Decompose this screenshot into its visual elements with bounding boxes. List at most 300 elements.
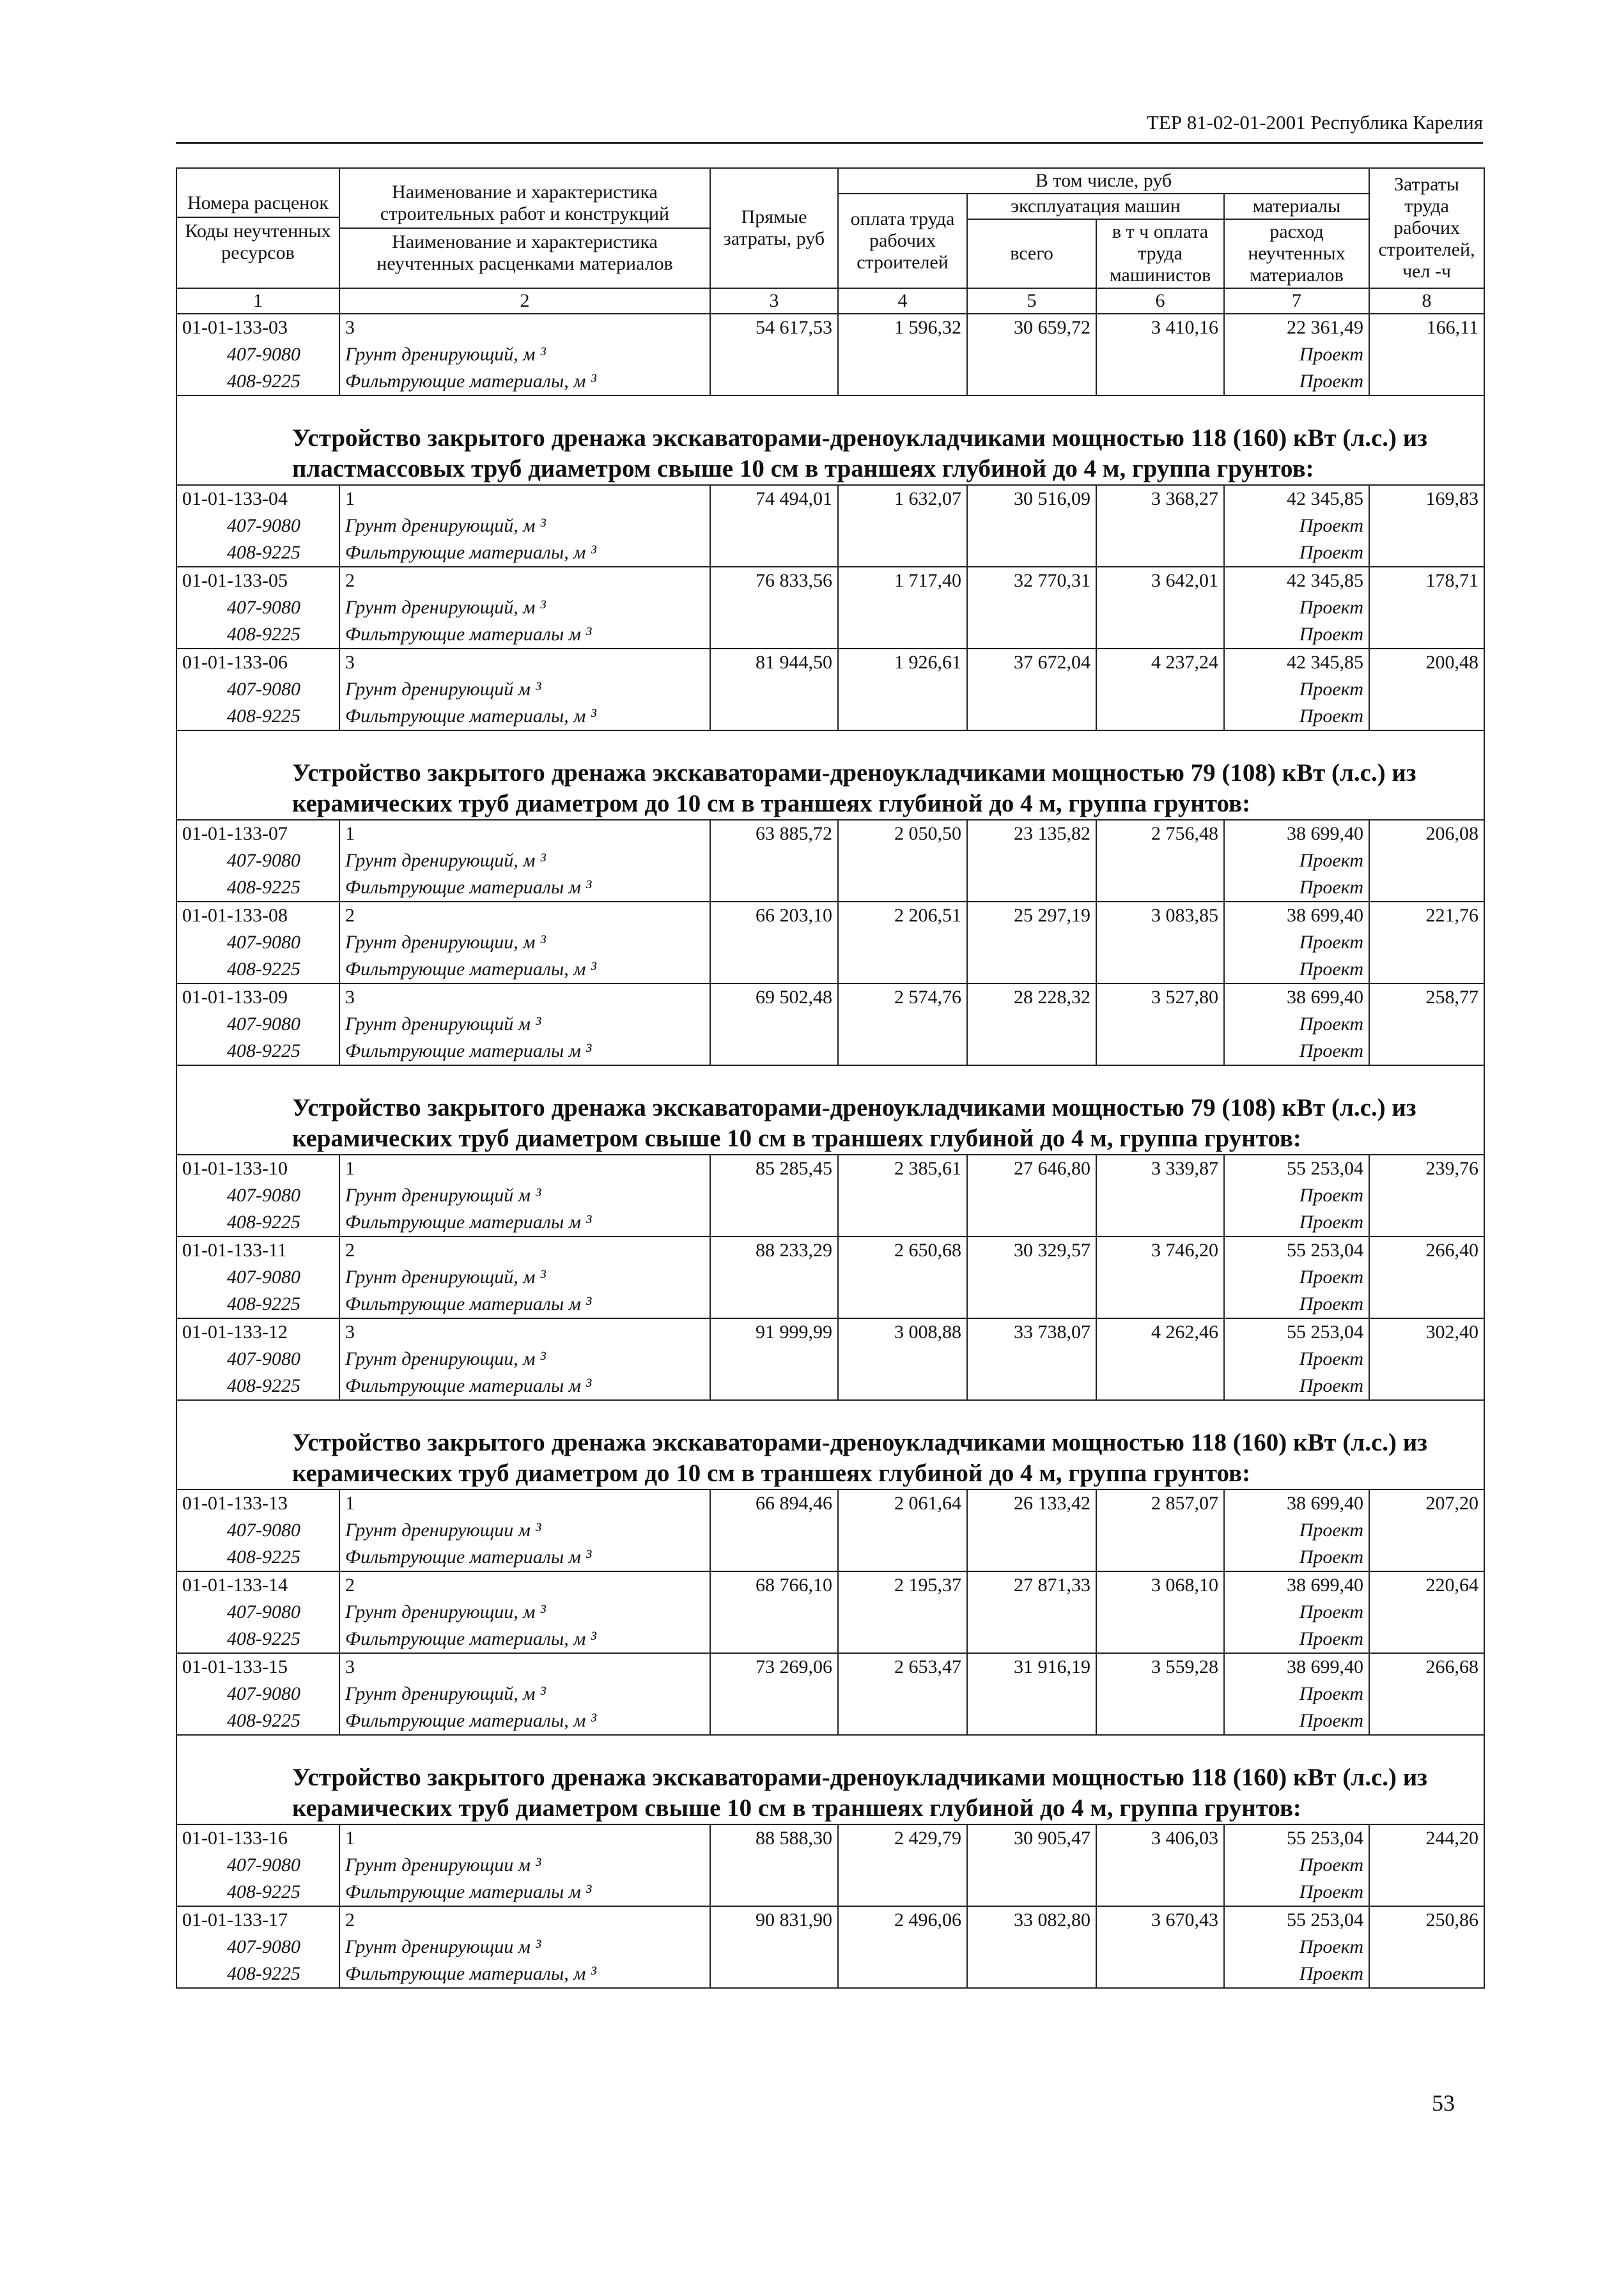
machines-total: 26 133,42 bbox=[967, 1490, 1096, 1517]
header-direct-costs: Прямые затраты, руб bbox=[710, 168, 838, 288]
material-name: Грунт дренирующий м ³ bbox=[339, 676, 710, 703]
workers-wages: 1 632,07 bbox=[838, 485, 967, 512]
resource-code: 407-9080 bbox=[176, 1264, 339, 1291]
rate-code: 01-01-133-04 bbox=[176, 485, 339, 512]
empty-cell bbox=[838, 1264, 967, 1291]
rate-code: 01-01-133-06 bbox=[176, 649, 339, 676]
empty-cell bbox=[1369, 1961, 1484, 1988]
empty-cell bbox=[710, 1707, 838, 1735]
material-quantity: Проект bbox=[1224, 1182, 1369, 1209]
table-row bbox=[176, 1571, 1484, 1599]
materials-cost: 38 699,40 bbox=[1224, 820, 1369, 847]
resource-code: 408-9225 bbox=[176, 1373, 339, 1400]
header-text: Коды неучтенных ресурсов bbox=[185, 220, 331, 263]
material-quantity: Проект bbox=[1224, 1707, 1369, 1735]
labor-costs: 169,83 bbox=[1369, 485, 1484, 512]
empty-cell bbox=[1096, 1934, 1224, 1961]
empty-cell bbox=[838, 1373, 967, 1400]
empty-cell bbox=[710, 341, 838, 368]
material-quantity: Проект bbox=[1224, 874, 1369, 902]
material-row bbox=[176, 929, 1484, 956]
empty-cell bbox=[967, 1879, 1096, 1906]
empty-cell bbox=[967, 1626, 1096, 1653]
empty-cell bbox=[967, 1517, 1096, 1544]
direct-costs: 88 233,29 bbox=[710, 1237, 838, 1264]
empty-cell bbox=[838, 1346, 967, 1373]
empty-cell bbox=[967, 341, 1096, 368]
empty-cell bbox=[1096, 341, 1224, 368]
resource-code: 407-9080 bbox=[176, 847, 339, 874]
drivers-wages: 4 262,46 bbox=[1096, 1318, 1224, 1346]
empty-cell bbox=[710, 1599, 838, 1626]
empty-cell bbox=[710, 594, 838, 621]
section-title: Устройство закрытого дренажа экскаваторами-дреноукладчиками мощностью 79 (108) кВт (л.с.) из керамических труб диаметром до 10 см в траншеях глубиной до 4 м, группа грунтов: bbox=[176, 730, 1484, 820]
section-title: Устройство закрытого дренажа экскаваторами-дреноукладчиками мощностью 118 (160) кВт (л.с.) из керамических труб диаметром до 10 см в траншеях глубиной до 4 м, группа грунтов: bbox=[176, 1400, 1484, 1490]
soil-group: 2 bbox=[339, 902, 710, 929]
table-row bbox=[176, 820, 1484, 847]
machines-total: 28 228,32 bbox=[967, 983, 1096, 1011]
empty-cell bbox=[1096, 1517, 1224, 1544]
material-name: Фильтрующие материалы, м ³ bbox=[339, 703, 710, 730]
section-title: Устройство закрытого дренажа экскаваторами-дреноукладчиками мощностью 79 (108) кВт (л.с.) из керамических труб диаметром свыше 10 см в траншеях глубиной до 4 м, группа грунтов: bbox=[176, 1065, 1484, 1155]
empty-cell bbox=[838, 539, 967, 567]
resource-code: 407-9080 bbox=[176, 1852, 339, 1879]
materials-cost: 38 699,40 bbox=[1224, 902, 1369, 929]
empty-cell bbox=[1096, 1182, 1224, 1209]
material-row bbox=[176, 1346, 1484, 1373]
empty-cell bbox=[1096, 1852, 1224, 1879]
material-quantity: Проект bbox=[1224, 512, 1369, 539]
material-row bbox=[176, 1961, 1484, 1988]
empty-cell bbox=[710, 703, 838, 730]
empty-cell bbox=[838, 929, 967, 956]
resource-code: 408-9225 bbox=[176, 1879, 339, 1906]
material-row bbox=[176, 703, 1484, 730]
drivers-wages: 3 406,03 bbox=[1096, 1824, 1224, 1852]
empty-cell bbox=[838, 1038, 967, 1065]
empty-cell bbox=[1369, 1264, 1484, 1291]
empty-cell bbox=[967, 1544, 1096, 1571]
material-quantity: Проект bbox=[1224, 1544, 1369, 1571]
rate-code: 01-01-133-12 bbox=[176, 1318, 339, 1346]
column-number: 3 bbox=[710, 288, 838, 314]
empty-cell bbox=[710, 1011, 838, 1038]
empty-cell bbox=[1369, 621, 1484, 649]
empty-cell bbox=[1369, 1182, 1484, 1209]
rate-code: 01-01-133-10 bbox=[176, 1155, 339, 1182]
rate-code: 01-01-133-17 bbox=[176, 1906, 339, 1934]
rate-code: 01-01-133-05 bbox=[176, 567, 339, 594]
labor-costs: 220,64 bbox=[1369, 1571, 1484, 1599]
machines-total: 23 135,82 bbox=[967, 820, 1096, 847]
materials-cost: 42 345,85 bbox=[1224, 485, 1369, 512]
material-quantity: Проект bbox=[1224, 1961, 1369, 1988]
resource-code: 407-9080 bbox=[176, 1599, 339, 1626]
material-name: Фильтрующие материалы, м ³ bbox=[339, 1961, 710, 1988]
empty-cell bbox=[1096, 1544, 1224, 1571]
empty-cell bbox=[1369, 874, 1484, 902]
materials-cost: 38 699,40 bbox=[1224, 1653, 1369, 1681]
empty-cell bbox=[1369, 1934, 1484, 1961]
workers-wages: 2 385,61 bbox=[838, 1155, 967, 1182]
empty-cell bbox=[1096, 874, 1224, 902]
material-quantity: Проект bbox=[1224, 1373, 1369, 1400]
labor-costs: 244,20 bbox=[1369, 1824, 1484, 1852]
table-row bbox=[176, 902, 1484, 929]
machines-total: 33 738,07 bbox=[967, 1318, 1096, 1346]
empty-cell bbox=[967, 368, 1096, 396]
drivers-wages: 3 339,87 bbox=[1096, 1155, 1224, 1182]
materials-cost: 55 253,04 bbox=[1224, 1237, 1369, 1264]
labor-costs: 178,71 bbox=[1369, 567, 1484, 594]
empty-cell bbox=[1369, 1707, 1484, 1735]
empty-cell bbox=[710, 1038, 838, 1065]
empty-cell bbox=[1096, 1011, 1224, 1038]
empty-cell bbox=[967, 676, 1096, 703]
materials-cost: 55 253,04 bbox=[1224, 1155, 1369, 1182]
machines-total: 27 871,33 bbox=[967, 1571, 1096, 1599]
material-name: Фильтрующие материалы м ³ bbox=[339, 1879, 710, 1906]
material-name: Фильтрующие материалы, м ³ bbox=[339, 368, 710, 396]
drivers-wages: 2 756,48 bbox=[1096, 820, 1224, 847]
material-name: Грунт дренирующии, м ³ bbox=[339, 1599, 710, 1626]
soil-group: 3 bbox=[339, 1653, 710, 1681]
empty-cell bbox=[710, 874, 838, 902]
material-name: Фильтрующие материалы м ³ bbox=[339, 621, 710, 649]
material-row bbox=[176, 1209, 1484, 1237]
empty-cell bbox=[1369, 1291, 1484, 1318]
table-row bbox=[176, 1490, 1484, 1517]
material-quantity: Проект bbox=[1224, 1346, 1369, 1373]
header-machines: эксплуатация машин bbox=[967, 194, 1224, 219]
column-number: 2 bbox=[339, 288, 710, 314]
resource-code: 408-9225 bbox=[176, 1209, 339, 1237]
rate-code: 01-01-133-09 bbox=[176, 983, 339, 1011]
labor-costs: 250,86 bbox=[1369, 1906, 1484, 1934]
workers-wages: 2 650,68 bbox=[838, 1237, 967, 1264]
empty-cell bbox=[710, 1209, 838, 1237]
material-name: Грунт дренирующий, м ³ bbox=[339, 847, 710, 874]
materials-cost: 55 253,04 bbox=[1224, 1906, 1369, 1934]
empty-cell bbox=[1096, 1291, 1224, 1318]
material-name: Грунт дренирующий м ³ bbox=[339, 1182, 710, 1209]
empty-cell bbox=[1096, 594, 1224, 621]
material-name: Грунт дренирующий, м ³ bbox=[339, 594, 710, 621]
table-row bbox=[176, 567, 1484, 594]
empty-cell bbox=[710, 1934, 838, 1961]
resource-code: 407-9080 bbox=[176, 594, 339, 621]
table-row bbox=[176, 1653, 1484, 1681]
empty-cell bbox=[838, 621, 967, 649]
rate-code: 01-01-133-08 bbox=[176, 902, 339, 929]
empty-cell bbox=[710, 929, 838, 956]
materials-cost: 42 345,85 bbox=[1224, 649, 1369, 676]
workers-wages: 2 206,51 bbox=[838, 902, 967, 929]
empty-cell bbox=[1096, 1626, 1224, 1653]
empty-cell bbox=[1369, 1626, 1484, 1653]
workers-wages: 2 195,37 bbox=[838, 1571, 967, 1599]
drivers-wages: 4 237,24 bbox=[1096, 649, 1224, 676]
material-quantity: Проект bbox=[1224, 1038, 1369, 1065]
empty-cell bbox=[1369, 703, 1484, 730]
soil-group: 2 bbox=[339, 1571, 710, 1599]
empty-cell bbox=[838, 1599, 967, 1626]
materials-cost: 38 699,40 bbox=[1224, 983, 1369, 1011]
empty-cell bbox=[838, 1209, 967, 1237]
resource-code: 407-9080 bbox=[176, 676, 339, 703]
table-row bbox=[176, 1824, 1484, 1852]
empty-cell bbox=[1369, 1373, 1484, 1400]
empty-cell bbox=[967, 621, 1096, 649]
direct-costs: 91 999,99 bbox=[710, 1318, 838, 1346]
material-name: Грунт дренирующий м ³ bbox=[339, 1011, 710, 1038]
empty-cell bbox=[838, 1544, 967, 1571]
material-quantity: Проект bbox=[1224, 1599, 1369, 1626]
soil-group: 1 bbox=[339, 1490, 710, 1517]
soil-group: 3 bbox=[339, 314, 710, 341]
workers-wages: 3 008,88 bbox=[838, 1318, 967, 1346]
header-names bbox=[339, 168, 710, 288]
material-row bbox=[176, 1707, 1484, 1735]
workers-wages: 2 574,76 bbox=[838, 983, 967, 1011]
empty-cell bbox=[710, 1182, 838, 1209]
section-title: Устройство закрытого дренажа экскаваторами-дреноукладчиками мощностью 118 (160) кВт (л.с.) из керамических труб диаметром свыше 10 см в траншеях глубиной до 4 м, группа грунтов: bbox=[176, 1735, 1484, 1824]
material-name: Фильтрующие материалы, м ³ bbox=[339, 956, 710, 983]
page-header bbox=[176, 110, 1483, 144]
drivers-wages: 2 857,07 bbox=[1096, 1490, 1224, 1517]
material-name: Фильтрующие материалы м ³ bbox=[339, 1373, 710, 1400]
empty-cell bbox=[710, 368, 838, 396]
material-name: Фильтрующие материалы м ³ bbox=[339, 1544, 710, 1571]
resource-code: 408-9225 bbox=[176, 621, 339, 649]
empty-cell bbox=[967, 929, 1096, 956]
direct-costs: 69 502,48 bbox=[710, 983, 838, 1011]
empty-cell bbox=[838, 1852, 967, 1879]
material-quantity: Проект bbox=[1224, 1011, 1369, 1038]
material-name: Фильтрующие материалы м ³ bbox=[339, 1038, 710, 1065]
empty-cell bbox=[1096, 676, 1224, 703]
empty-cell bbox=[1369, 1517, 1484, 1544]
material-quantity: Проект bbox=[1224, 1626, 1369, 1653]
resource-code: 408-9225 bbox=[176, 1707, 339, 1735]
empty-cell bbox=[1369, 1681, 1484, 1707]
drivers-wages: 3 670,43 bbox=[1096, 1906, 1224, 1934]
empty-cell bbox=[967, 1264, 1096, 1291]
labor-costs: 166,11 bbox=[1369, 314, 1484, 341]
empty-cell bbox=[838, 1291, 967, 1318]
empty-cell bbox=[838, 594, 967, 621]
empty-cell bbox=[1096, 1961, 1224, 1988]
empty-cell bbox=[1096, 621, 1224, 649]
machines-total: 30 905,47 bbox=[967, 1824, 1096, 1852]
empty-cell bbox=[967, 1038, 1096, 1065]
material-name: Грунт дренирующий, м ³ bbox=[339, 341, 710, 368]
empty-cell bbox=[1096, 703, 1224, 730]
soil-group: 2 bbox=[339, 1906, 710, 1934]
machines-total: 32 770,31 bbox=[967, 567, 1096, 594]
section-title-row bbox=[176, 1735, 1484, 1824]
header-materials: материалы bbox=[1224, 194, 1369, 219]
empty-cell bbox=[838, 1626, 967, 1653]
empty-cell bbox=[1369, 1852, 1484, 1879]
drivers-wages: 3 559,28 bbox=[1096, 1653, 1224, 1681]
resource-code: 408-9225 bbox=[176, 1544, 339, 1571]
empty-cell bbox=[838, 368, 967, 396]
empty-cell bbox=[838, 1517, 967, 1544]
empty-cell bbox=[838, 703, 967, 730]
soil-group: 3 bbox=[339, 1318, 710, 1346]
empty-cell bbox=[967, 1209, 1096, 1237]
resource-code: 407-9080 bbox=[176, 1934, 339, 1961]
empty-cell bbox=[967, 1291, 1096, 1318]
machines-total: 37 672,04 bbox=[967, 649, 1096, 676]
drivers-wages: 3 368,27 bbox=[1096, 485, 1224, 512]
resource-code: 407-9080 bbox=[176, 1182, 339, 1209]
material-row bbox=[176, 341, 1484, 368]
material-quantity: Проект bbox=[1224, 1879, 1369, 1906]
materials-cost: 55 253,04 bbox=[1224, 1824, 1369, 1852]
material-row bbox=[176, 1852, 1484, 1879]
material-row bbox=[176, 1626, 1484, 1653]
resource-code: 408-9225 bbox=[176, 539, 339, 567]
workers-wages: 2 050,50 bbox=[838, 820, 967, 847]
drivers-wages: 3 083,85 bbox=[1096, 902, 1224, 929]
header-rate-numbers bbox=[176, 168, 339, 288]
empty-cell bbox=[1096, 368, 1224, 396]
empty-cell bbox=[710, 1346, 838, 1373]
soil-group: 3 bbox=[339, 649, 710, 676]
empty-cell bbox=[838, 1182, 967, 1209]
column-number: 6 bbox=[1096, 288, 1224, 314]
empty-cell bbox=[838, 1011, 967, 1038]
soil-group: 2 bbox=[339, 1237, 710, 1264]
section-title: Устройство закрытого дренажа экскаваторами-дреноукладчиками мощностью 118 (160) кВт (л.с.) из пластмассовых труб диаметром свыше 10 см в траншеях глубиной до 4 м, группа грунтов: bbox=[176, 396, 1484, 485]
empty-cell bbox=[1369, 956, 1484, 983]
header-wages: оплата труда рабочих строителей bbox=[838, 194, 967, 288]
empty-cell bbox=[710, 1852, 838, 1879]
machines-total: 31 916,19 bbox=[967, 1653, 1096, 1681]
document-title: ТЕР 81-02-01-2001 Республика Карелия bbox=[1146, 111, 1483, 134]
empty-cell bbox=[710, 1517, 838, 1544]
column-numbers-row bbox=[176, 288, 1484, 314]
material-name: Фильтрующие материалы, м ³ bbox=[339, 1626, 710, 1653]
empty-cell bbox=[710, 676, 838, 703]
material-row bbox=[176, 1291, 1484, 1318]
material-name: Грунт дренирующии м ³ bbox=[339, 1934, 710, 1961]
material-row bbox=[176, 368, 1484, 396]
empty-cell bbox=[838, 847, 967, 874]
soil-group: 2 bbox=[339, 567, 710, 594]
empty-cell bbox=[1369, 1346, 1484, 1373]
soil-group: 1 bbox=[339, 1824, 710, 1852]
rate-code: 01-01-133-13 bbox=[176, 1490, 339, 1517]
soil-group: 1 bbox=[339, 485, 710, 512]
workers-wages: 2 061,64 bbox=[838, 1490, 967, 1517]
resource-code: 407-9080 bbox=[176, 341, 339, 368]
empty-cell bbox=[710, 539, 838, 567]
empty-cell bbox=[838, 1707, 967, 1735]
empty-cell bbox=[967, 1599, 1096, 1626]
direct-costs: 88 588,30 bbox=[710, 1824, 838, 1852]
drivers-wages: 3 642,01 bbox=[1096, 567, 1224, 594]
empty-cell bbox=[1096, 512, 1224, 539]
empty-cell bbox=[1369, 847, 1484, 874]
machines-total: 30 516,09 bbox=[967, 485, 1096, 512]
material-quantity: Проект bbox=[1224, 847, 1369, 874]
header-drivers-wages: в т ч оплата труда машинистов bbox=[1096, 219, 1224, 288]
material-quantity: Проект bbox=[1224, 703, 1369, 730]
empty-cell bbox=[1096, 1209, 1224, 1237]
section-title-row bbox=[176, 396, 1484, 485]
empty-cell bbox=[967, 847, 1096, 874]
direct-costs: 73 269,06 bbox=[710, 1653, 838, 1681]
resource-code: 408-9225 bbox=[176, 1961, 339, 1988]
labor-costs: 207,20 bbox=[1369, 1490, 1484, 1517]
column-number: 8 bbox=[1369, 288, 1484, 314]
resource-code: 407-9080 bbox=[176, 1011, 339, 1038]
empty-cell bbox=[838, 1934, 967, 1961]
empty-cell bbox=[967, 539, 1096, 567]
resource-code: 408-9225 bbox=[176, 1626, 339, 1653]
header-text: Наименование и характеристика строительных работ и конструкций bbox=[380, 181, 670, 224]
workers-wages: 2 653,47 bbox=[838, 1653, 967, 1681]
workers-wages: 2 429,79 bbox=[838, 1824, 967, 1852]
empty-cell bbox=[1096, 847, 1224, 874]
empty-cell bbox=[1369, 676, 1484, 703]
empty-cell bbox=[1369, 512, 1484, 539]
labor-costs: 266,68 bbox=[1369, 1653, 1484, 1681]
empty-cell bbox=[710, 1373, 838, 1400]
material-name: Грунт дренирующии м ³ bbox=[339, 1517, 710, 1544]
material-row bbox=[176, 1264, 1484, 1291]
empty-cell bbox=[838, 956, 967, 983]
rate-code: 01-01-133-16 bbox=[176, 1824, 339, 1852]
workers-wages: 1 596,32 bbox=[838, 314, 967, 341]
material-row bbox=[176, 1011, 1484, 1038]
material-row bbox=[176, 1934, 1484, 1961]
material-quantity: Проект bbox=[1224, 1291, 1369, 1318]
empty-cell bbox=[967, 1346, 1096, 1373]
direct-costs: 74 494,01 bbox=[710, 485, 838, 512]
empty-cell bbox=[1096, 929, 1224, 956]
empty-cell bbox=[1096, 1373, 1224, 1400]
empty-cell bbox=[838, 1879, 967, 1906]
material-name: Грунт дренирующий, м ³ bbox=[339, 1264, 710, 1291]
labor-costs: 302,40 bbox=[1369, 1318, 1484, 1346]
empty-cell bbox=[967, 1707, 1096, 1735]
material-row bbox=[176, 621, 1484, 649]
resource-code: 408-9225 bbox=[176, 874, 339, 902]
material-row bbox=[176, 956, 1484, 983]
header-text: Наименование и характеристика неучтенных расценками материалов bbox=[376, 231, 673, 274]
resource-code: 407-9080 bbox=[176, 1346, 339, 1373]
direct-costs: 90 831,90 bbox=[710, 1906, 838, 1934]
material-quantity: Проект bbox=[1224, 621, 1369, 649]
material-name: Фильтрующие материалы, м ³ bbox=[339, 539, 710, 567]
material-row bbox=[176, 539, 1484, 567]
labor-costs: 266,40 bbox=[1369, 1237, 1484, 1264]
empty-cell bbox=[1096, 1707, 1224, 1735]
labor-costs: 239,76 bbox=[1369, 1155, 1484, 1182]
drivers-wages: 3 068,10 bbox=[1096, 1571, 1224, 1599]
material-quantity: Проект bbox=[1224, 1934, 1369, 1961]
table-row bbox=[176, 1906, 1484, 1934]
empty-cell bbox=[710, 1291, 838, 1318]
empty-cell bbox=[710, 847, 838, 874]
material-name: Грунт дренирующии м ³ bbox=[339, 1852, 710, 1879]
material-quantity: Проект bbox=[1224, 594, 1369, 621]
header-group: В том числе, руб bbox=[838, 168, 1369, 194]
